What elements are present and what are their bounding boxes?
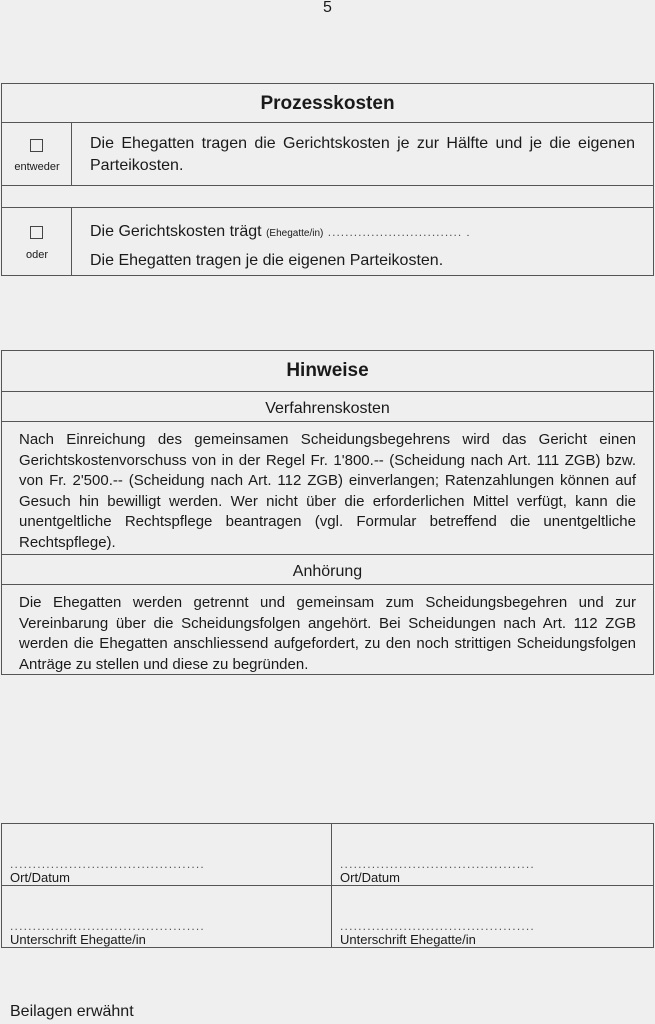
section-text-anhoerung: Die Ehegatten werden getrennt und gemeinsam zum Scheidungsbegehren und zur Vereinbarung über die Scheidungsfolgen angehört. Bei Scheidungen nach Art. 112 ZGB werden die Ehegatten anschliessend aufgefordert, zu den noch strittigen Scheidungsfolgen Anträge zu stellen und diese zu begründen.: [19, 594, 636, 673]
option-oder-line1: Die Gerichtskosten trägt (Ehegatte/in) ............................... .: [90, 223, 470, 240]
prozesskosten-title: Prozesskosten: [260, 93, 395, 114]
signature-label-right: Unterschrift Ehegatte/in: [340, 932, 476, 947]
place-date-label-right: Ort/Datum: [340, 870, 400, 885]
checkbox-entweder[interactable]: [30, 139, 43, 152]
place-date-field-right[interactable]: ...........................................: [340, 857, 535, 871]
signature-label-left: Unterschrift Ehegatte/in: [10, 932, 146, 947]
page-number: 5: [323, 0, 332, 16]
section-heading-verfahrenskosten: Verfahrenskosten: [265, 400, 390, 417]
hinweise-table: [1, 350, 654, 675]
hint-ehegatte: (Ehegatte/in): [266, 228, 324, 239]
option-label-entweder: entweder: [14, 161, 60, 173]
signature-field-left[interactable]: ...........................................: [10, 919, 205, 933]
section-heading-anhoerung: Anhörung: [292, 563, 363, 580]
hinweise-title: Hinweise: [286, 360, 369, 381]
option-oder-line2: Die Ehegatten tragen je die eigenen Parteikosten.: [90, 252, 444, 269]
option-label-oder: oder: [25, 249, 49, 261]
signature-table: [1, 823, 654, 948]
enclosures-note: Beilagen erwähnt: [10, 1003, 134, 1020]
checkbox-oder[interactable]: [30, 226, 43, 239]
option-text-oder: [90, 218, 635, 274]
prozesskosten-table: [1, 83, 654, 276]
place-date-label-left: Ort/Datum: [10, 870, 70, 885]
option-text-entweder: Die Ehegatten tragen die Gerichtskosten je zur Hälfte und je die eigenen Parteikosten.: [90, 135, 635, 174]
section-text-verfahrenskosten: Nach Einreichung des gemeinsamen Scheidungsbegehrens wird das Gericht einen Gerichtskostenvorschuss von in der Regel Fr. 1'800.-- (Scheidung nach Art. 111 ZGB) bzw. von Fr. 2'500.-- (Scheidung nach Art. 112 ZGB) einverlangen; Ratenzahlungen können auf Gesuch hin bewilligt werden. Wer nicht über die erforderlichen Mittel verfügt, kann die unentgeltliche Rechtspflege beantragen (vgl. Formular betreffend die unentgeltliche Rechtspflege).: [19, 431, 636, 551]
place-date-field-left[interactable]: ...........................................: [10, 857, 205, 871]
signature-field-right[interactable]: ...........................................: [340, 919, 535, 933]
fill-in-field-ehegatte[interactable]: ...............................: [327, 225, 463, 239]
